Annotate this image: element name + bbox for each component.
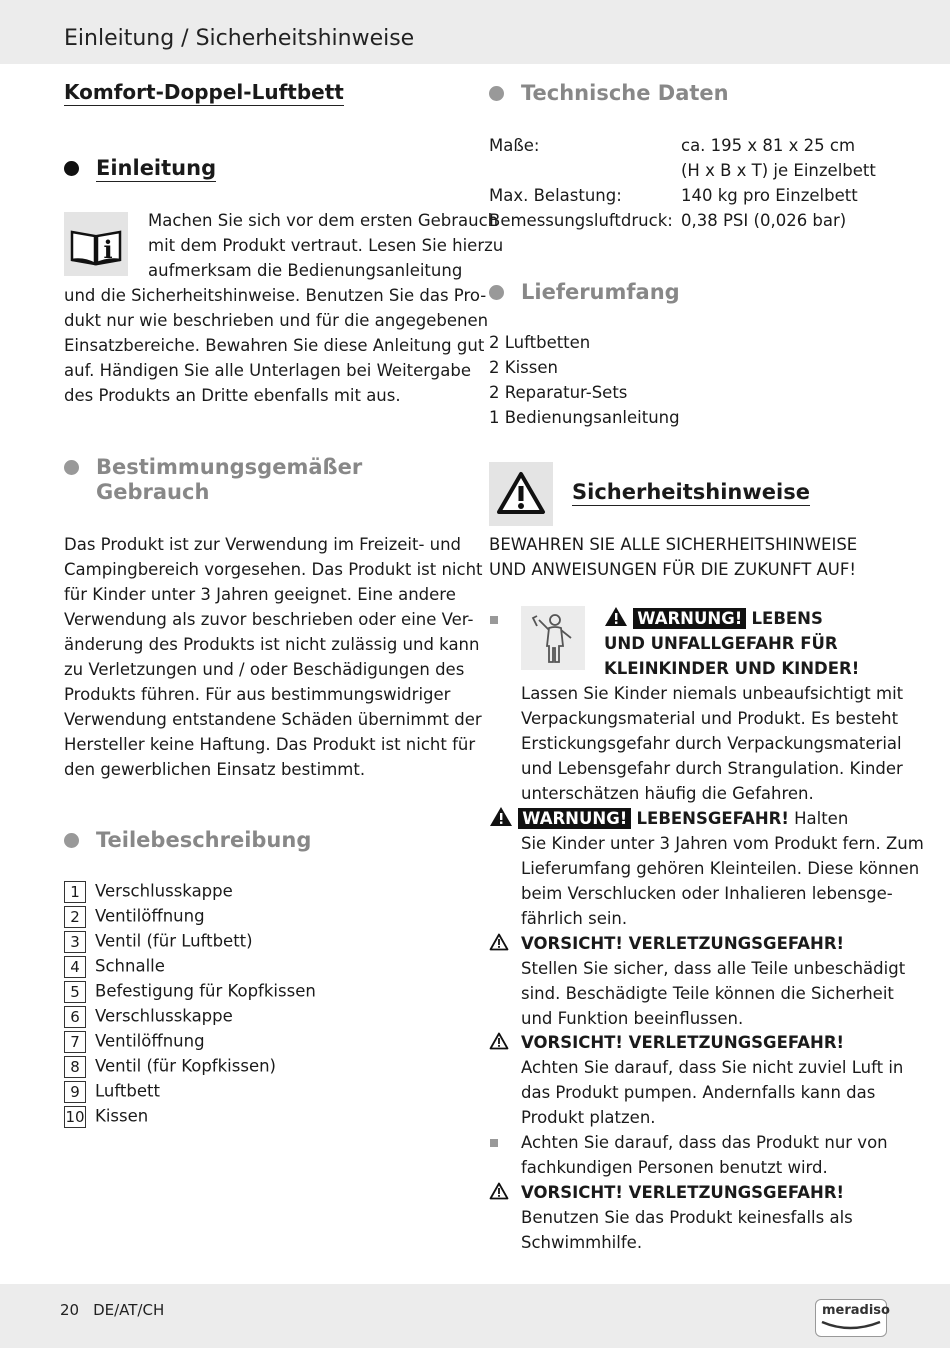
caution-3-line: Schwimmhilfe. bbox=[521, 1233, 643, 1252]
caution-triangle-icon bbox=[604, 606, 628, 627]
gebrauch-line: zu Verletzungen und / oder Beschädigungen des bbox=[64, 660, 465, 679]
warning-2-title: LEBENSGEFAHR! bbox=[636, 809, 789, 828]
part-number: 10 bbox=[65, 1108, 85, 1126]
parts-item bbox=[64, 956, 165, 978]
part-number: 2 bbox=[64, 906, 86, 928]
warning-1-title-3: KLEINKINDER UND KINDER! bbox=[604, 659, 860, 678]
logo-text: meradiso bbox=[822, 1303, 890, 1318]
parts-item bbox=[64, 931, 253, 953]
part-label: Verschlusskappe bbox=[95, 1006, 233, 1026]
lieferumfang-item: 2 Luftbetten bbox=[489, 333, 591, 352]
part-number: 5 bbox=[64, 981, 86, 1003]
caution-2-line: das Produkt pumpen. Andernfalls kann das bbox=[521, 1083, 876, 1102]
section-bullet bbox=[64, 833, 79, 848]
tech-value-masse: ca. 195 x 81 x 25 cm bbox=[681, 136, 856, 155]
warning-triangle-icon bbox=[489, 462, 553, 526]
part-number: 8 bbox=[64, 1056, 86, 1078]
warning-2-first: Halten bbox=[794, 809, 849, 828]
part-number: 4 bbox=[64, 956, 86, 978]
part-number: 6 bbox=[64, 1006, 86, 1028]
caution-triangle-icon bbox=[489, 806, 513, 827]
tech-label-druck: Bemessungsluftdruck: bbox=[489, 211, 673, 230]
caution-triangle-icon bbox=[489, 933, 509, 951]
caution-3-line: Benutzen Sie das Produkt keinesfalls als bbox=[521, 1208, 853, 1227]
gebrauch-line: Verwendung entstandene Schäden übernimmt der bbox=[64, 710, 482, 729]
warning-1-line: Lassen Sie Kinder niemals unbeaufsichtigt mit bbox=[521, 684, 904, 703]
warning-1-line: Verpackungsmaterial und Produkt. Es besteht bbox=[521, 709, 899, 728]
caution-1-line: sind. Beschädigte Teile können die Sicherheit bbox=[521, 984, 894, 1003]
heading-gebrauch-1: Bestimmungsgemäßer bbox=[96, 455, 363, 479]
warning-1-line: und Lebensgefahr durch Strangulation. Kinder bbox=[521, 759, 903, 778]
caps-notice: BEWAHREN SIE ALLE SICHERHEITSHINWEISE bbox=[489, 535, 858, 554]
tech-value-belastung: 140 kg pro Einzelbett bbox=[681, 186, 858, 205]
part-label: Ventil (für Kopfkissen) bbox=[95, 1056, 276, 1076]
caution-2-line: Produkt platzen. bbox=[521, 1108, 656, 1127]
heading-sicherheitshinweise: Sicherheitshinweise bbox=[572, 480, 810, 504]
document-title: Komfort-Doppel-Luftbett bbox=[64, 80, 344, 104]
warning-1-title: LEBENS bbox=[751, 609, 823, 628]
bullet-square-icon bbox=[490, 616, 498, 624]
svg-text:i: i bbox=[103, 235, 113, 264]
part-label: Ventil (für Luftbett) bbox=[95, 931, 253, 951]
footer-text bbox=[60, 1301, 164, 1319]
warning-1-line: unterschätzen häufig die Gefahren. bbox=[521, 784, 814, 803]
warning-tag: WARNUNG! bbox=[633, 608, 746, 629]
einleitung-line: Einsatzbereiche. Bewahren Sie diese Anleitung gut bbox=[64, 336, 485, 355]
warning-2-line: beim Verschlucken oder Inhalieren lebensge- bbox=[521, 884, 893, 903]
bullet-line: fachkundigen Personen benutzt wird. bbox=[521, 1158, 828, 1177]
warning-1-title-2: UND UNFALLGEFAHR FÜR bbox=[604, 634, 838, 653]
parts-item bbox=[64, 881, 233, 903]
info-book-icon bbox=[64, 212, 128, 276]
lieferumfang-item: 2 Kissen bbox=[489, 358, 558, 377]
warning-2-line: Lieferumfang gehören Kleinteilen. Diese können bbox=[521, 859, 920, 878]
part-number: 3 bbox=[64, 931, 86, 953]
caution-1-line: Stellen Sie sicher, dass alle Teile unbeschädigt bbox=[521, 959, 906, 978]
part-label: Luftbett bbox=[95, 1081, 160, 1101]
einleitung-line: dukt nur wie beschrieben und für die angegebenen bbox=[64, 311, 489, 330]
gebrauch-line: den gewerblichen Einsatz bestimmt. bbox=[64, 760, 366, 779]
child-icon bbox=[521, 606, 585, 670]
warning-2-line: fährlich sein. bbox=[521, 909, 628, 928]
lieferumfang-item: 1 Bedienungsanleitung bbox=[489, 408, 680, 427]
part-label: Ventilöffnung bbox=[95, 906, 205, 926]
part-number: 7 bbox=[64, 1031, 86, 1053]
region-code: DE/AT/CH bbox=[93, 1301, 165, 1319]
einleitung-line: auf. Händigen Sie alle Unterlagen bei Weitergabe bbox=[64, 361, 471, 380]
parts-item bbox=[64, 1106, 148, 1128]
gebrauch-line: Hersteller keine Haftung. Das Produkt ist nicht für bbox=[64, 735, 476, 754]
bullet-square-icon bbox=[490, 1139, 498, 1147]
caution-2-line: Achten Sie darauf, dass Sie nicht zuviel Luft in bbox=[521, 1058, 904, 1077]
section-bullet bbox=[64, 460, 79, 475]
einleitung-line: aufmerksam die Bedienungsanleitung bbox=[148, 261, 463, 280]
gebrauch-line: für Kinder unter 3 Jahren geeignet. Eine andere bbox=[64, 585, 456, 604]
section-bullet bbox=[489, 285, 504, 300]
einleitung-line: und die Sicherheitshinweise. Benutzen Sie das Pro- bbox=[64, 286, 487, 305]
caution-triangle-icon bbox=[489, 1032, 509, 1050]
parts-item bbox=[64, 1081, 160, 1103]
part-number: 1 bbox=[64, 881, 86, 903]
einleitung-line: mit dem Produkt vertraut. Lesen Sie hierzu bbox=[148, 236, 504, 255]
heading-gebrauch-2: Gebrauch bbox=[96, 480, 210, 504]
header-title: Einleitung / Sicherheitshinweise bbox=[64, 26, 415, 51]
heading-einleitung: Einleitung bbox=[96, 156, 217, 180]
caution-1-title: VORSICHT! VERLETZUNGSGEFAHR! bbox=[521, 934, 845, 953]
tech-label-masse: Maße: bbox=[489, 136, 540, 155]
gebrauch-line: Verwendung als zuvor beschrieben oder eine Ver- bbox=[64, 610, 474, 629]
parts-item bbox=[64, 981, 316, 1003]
tech-label-belastung: Max. Belastung: bbox=[489, 186, 622, 205]
part-label: Kissen bbox=[95, 1106, 149, 1126]
gebrauch-line: Produkts führen. Für aus bestimmungswidriger bbox=[64, 685, 451, 704]
lieferumfang-item: 2 Reparatur-Sets bbox=[489, 383, 628, 402]
caution-triangle-icon bbox=[489, 1182, 509, 1200]
caution-1-line: und Funktion beeinflussen. bbox=[521, 1009, 744, 1028]
logo-swoosh-icon bbox=[820, 1318, 882, 1332]
part-label: Ventilöffnung bbox=[95, 1031, 205, 1051]
page-number: 20 bbox=[60, 1301, 80, 1319]
part-label: Schnalle bbox=[95, 956, 165, 976]
heading-teile: Teilebeschreibung bbox=[96, 828, 312, 852]
einleitung-line: Machen Sie sich vor dem ersten Gebrauch bbox=[148, 211, 499, 230]
section-bullet bbox=[64, 161, 79, 176]
warning-tag: WARNUNG! bbox=[518, 808, 631, 829]
heading-lieferumfang: Lieferumfang bbox=[521, 280, 680, 304]
parts-item bbox=[64, 1056, 276, 1078]
warning-2-line: Sie Kinder unter 3 Jahren vom Produkt fern. Zum bbox=[521, 834, 924, 853]
gebrauch-line: Das Produkt ist zur Verwendung im Freizeit- und bbox=[64, 535, 462, 554]
bullet-line: Achten Sie darauf, dass das Produkt nur von bbox=[521, 1133, 888, 1152]
gebrauch-line: Campingbereich vorgesehen. Das Produkt ist nicht bbox=[64, 560, 483, 579]
caution-2-title: VORSICHT! VERLETZUNGSGEFAHR! bbox=[521, 1033, 845, 1052]
section-bullet bbox=[489, 86, 504, 101]
warning-2-head bbox=[489, 806, 848, 831]
part-label: Verschlusskappe bbox=[95, 881, 233, 901]
einleitung-line: des Produkts an Dritte ebenfalls mit aus. bbox=[64, 386, 401, 405]
caps-notice: UND ANWEISUNGEN FÜR DIE ZUKUNFT AUF! bbox=[489, 560, 856, 579]
warning-1-head bbox=[604, 606, 823, 631]
heading-technische-daten: Technische Daten bbox=[521, 81, 729, 105]
parts-item bbox=[64, 1006, 233, 1028]
brand-logo bbox=[815, 1299, 890, 1337]
caution-3-title: VORSICHT! VERLETZUNGSGEFAHR! bbox=[521, 1183, 845, 1202]
part-label: Befestigung für Kopfkissen bbox=[95, 981, 316, 1001]
gebrauch-line: änderung des Produkts ist nicht zulässig und kann bbox=[64, 635, 480, 654]
parts-item bbox=[64, 906, 205, 928]
part-number: 9 bbox=[64, 1081, 86, 1103]
tech-value-druck: 0,38 PSI (0,026 bar) bbox=[681, 211, 847, 230]
tech-value-masse-2: (H x B x T) je Einzelbett bbox=[681, 161, 876, 180]
parts-item bbox=[64, 1031, 205, 1053]
warning-1-line: Erstickungsgefahr durch Verpackungsmaterial bbox=[521, 734, 902, 753]
